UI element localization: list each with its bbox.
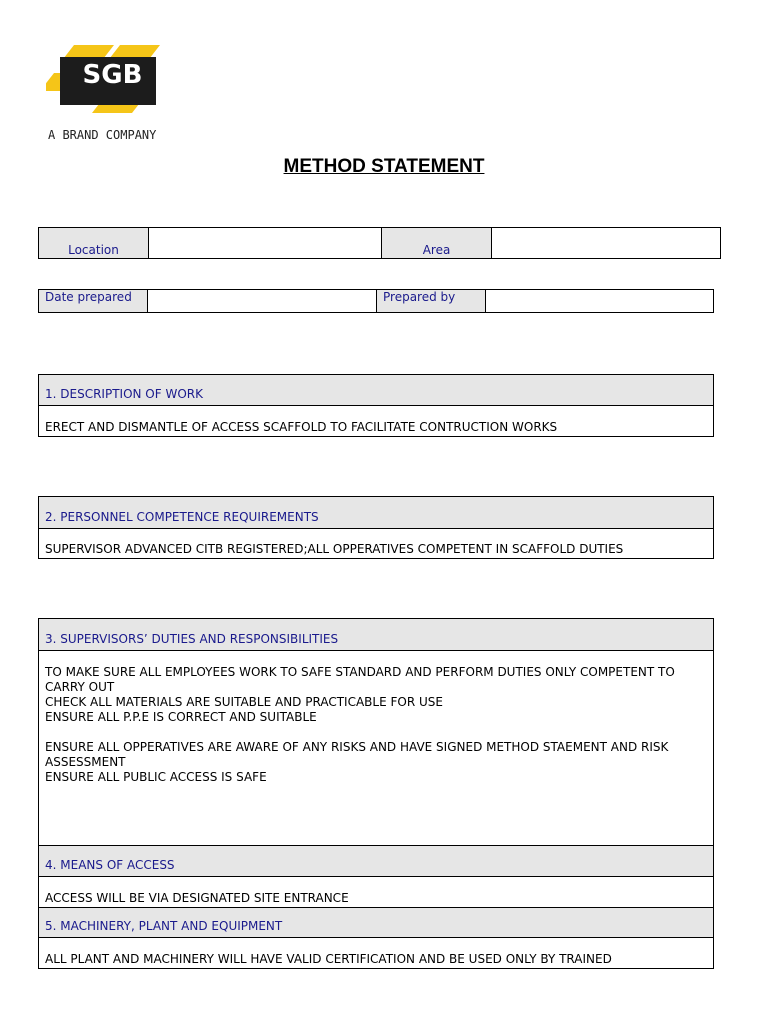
location-area-table: [38, 227, 721, 259]
section-line: CHECK ALL MATERIALS ARE SUITABLE AND PRACTICABLE FOR USE: [45, 695, 443, 709]
section-line: TO MAKE SURE ALL EMPLOYEES WORK TO SAFE STANDARD AND PERFORM DUTIES ONLY COMPETENT TO CARRY OUT: [45, 665, 675, 694]
section-line: ERECT AND DISMANTLE OF ACCESS SCAFFOLD TO FACILITATE CONTRUCTION WORKS: [45, 420, 558, 434]
section-body: [39, 651, 713, 846]
document-title: METHOD STATEMENT: [283, 156, 485, 177]
prepared-by-field[interactable]: [486, 290, 714, 313]
section-heading: 2. PERSONNEL COMPETENCE REQUIREMENTS: [39, 497, 713, 529]
area-field[interactable]: [492, 228, 721, 259]
logo-tagline: A BRAND COMPANY: [48, 128, 157, 142]
section-description-of-work: [38, 374, 714, 437]
company-logo: [46, 45, 166, 145]
section-heading-machinery: 5. MACHINERY, PLANT AND EQUIPMENT: [39, 908, 713, 938]
location-field[interactable]: [149, 228, 382, 259]
section-heading: 3. SUPERVISORS’ DUTIES AND RESPONSIBILITIES: [39, 619, 713, 651]
section-supervisors-duties-group: [38, 618, 714, 969]
location-label: Location: [39, 228, 149, 259]
section-body: [39, 938, 713, 968]
section-body: [39, 877, 713, 908]
logo-wordmark: SGB: [82, 60, 143, 90]
section-body: [39, 406, 713, 436]
section-line: ENSURE ALL PUBLIC ACCESS IS SAFE: [45, 770, 267, 784]
section-line: SUPERVISOR ADVANCED CITB REGISTERED;ALL OPPERATIVES COMPETENT IN SCAFFOLD DUTIES: [45, 542, 624, 556]
area-label: Area: [382, 228, 492, 259]
date-prepared-table: [38, 289, 714, 313]
section-heading: 1. DESCRIPTION OF WORK: [39, 375, 713, 406]
section-line: ENSURE ALL OPPERATIVES ARE AWARE OF ANY RISKS AND HAVE SIGNED METHOD STAEMENT AND RISK ASSESSMENT: [45, 740, 669, 769]
section-line: ACCESS WILL BE VIA DESIGNATED SITE ENTRANCE: [45, 891, 349, 905]
section-line: ENSURE ALL P.P.E IS CORRECT AND SUITABLE: [45, 710, 317, 724]
section-body: [39, 529, 713, 558]
section-heading-means-of-access: 4. MEANS OF ACCESS: [39, 846, 713, 877]
date-prepared-label: Date prepared: [39, 290, 148, 313]
date-prepared-field[interactable]: [148, 290, 377, 313]
prepared-by-label: Prepared by: [377, 290, 486, 313]
section-line: ALL PLANT AND MACHINERY WILL HAVE VALID CERTIFICATION AND BE USED ONLY BY TRAINED: [45, 952, 612, 966]
section-personnel-competence: [38, 496, 714, 559]
